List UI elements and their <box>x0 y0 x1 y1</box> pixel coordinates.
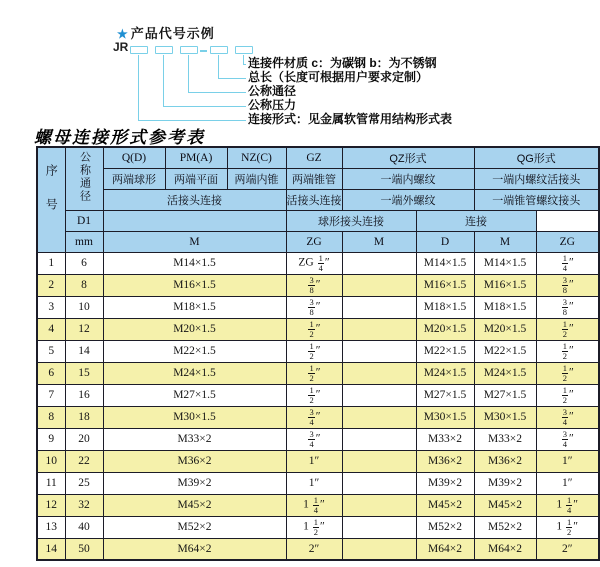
cell-qg-m: M20×1.5 <box>474 318 536 340</box>
cell-gz-zg: $\frac{1}{2}$ ″ <box>286 318 342 340</box>
header-group-gz: GZ <box>286 147 342 168</box>
cell-seq: 14 <box>37 538 65 560</box>
cell-seq: 5 <box>37 340 65 362</box>
cell-gz-zg: $\frac{3}{8}$ ″ <box>286 274 342 296</box>
leader-line <box>163 106 246 107</box>
cell-qz-m <box>342 538 416 560</box>
reference-table-wrap <box>36 146 600 561</box>
empty-cell <box>103 210 286 231</box>
cell-gz-zg: 1 $\frac{1}{2}$ ″ <box>286 516 342 538</box>
cell-m: M14×1.5 <box>103 252 286 274</box>
cell-dn: 50 <box>65 538 103 560</box>
leader-line <box>188 92 246 93</box>
cell-gz-zg: ZG $\frac{1}{4}$ ″ <box>286 252 342 274</box>
cell-qz-d: M22×1.5 <box>416 340 474 362</box>
cell-qg-zg: $\frac{1}{2}$ ″ <box>536 340 599 362</box>
cell-qz-m <box>342 428 416 450</box>
code-box-4 <box>210 46 228 54</box>
leader-line <box>188 55 189 93</box>
header-thread-qg-zg: ZG <box>536 231 599 252</box>
table-row <box>37 516 599 538</box>
cell-seq: 11 <box>37 472 65 494</box>
code-box-2 <box>155 46 173 54</box>
header-group-qd: Q(D) <box>103 147 165 168</box>
cell-qg-m: M33×2 <box>474 428 536 450</box>
header-nominal-diameter: 公称通径 <box>65 147 103 210</box>
cell-qg-zg: $\frac{1}{2}$ ″ <box>536 362 599 384</box>
diagram-heading-text: 产品代号示例 <box>130 26 215 41</box>
table-row <box>37 252 599 274</box>
cell-qg-zg: 1 $\frac{1}{2}$ ″ <box>536 516 599 538</box>
header-end-style: 两端锥管 <box>286 168 342 189</box>
cell-dn: 20 <box>65 428 103 450</box>
cell-seq: 3 <box>37 296 65 318</box>
cell-dn: 6 <box>65 252 103 274</box>
cell-qz-m <box>342 252 416 274</box>
header-d1: D1 <box>65 210 103 231</box>
cell-qg-m: M14×1.5 <box>474 252 536 274</box>
cell-m: M20×1.5 <box>103 318 286 340</box>
cell-dn: 12 <box>65 318 103 340</box>
cell-qg-zg: 1 $\frac{1}{4}$ ″ <box>536 494 599 516</box>
header-end-style: 一端内螺纹 <box>342 168 474 189</box>
leader-line <box>138 55 139 121</box>
table-row <box>37 340 599 362</box>
header-thread-qg-m: M <box>474 231 536 252</box>
cell-qz-m <box>342 362 416 384</box>
cell-gz-zg: $\frac{3}{4}$ ″ <box>286 428 342 450</box>
table-row <box>37 274 599 296</box>
code-dash <box>200 50 207 52</box>
cell-m: M30×1.5 <box>103 406 286 428</box>
header-connect2: 球形接头连接 <box>286 210 416 231</box>
cell-qg-zg: $\frac{3}{4}$ ″ <box>536 428 599 450</box>
header-end-style: 两端内锥 <box>227 168 286 189</box>
cell-qz-m <box>342 274 416 296</box>
cell-seq: 12 <box>37 494 65 516</box>
header-connect: 一端外螺纹 <box>342 189 474 210</box>
header-thread-qz-d: D <box>416 231 474 252</box>
cell-m: M27×1.5 <box>103 384 286 406</box>
cell-m: M16×1.5 <box>103 274 286 296</box>
table-row <box>37 472 599 494</box>
header-group-qg: QG形式 <box>474 147 599 168</box>
cell-qz-d: M14×1.5 <box>416 252 474 274</box>
header-thread-qz-m: M <box>342 231 416 252</box>
cell-qg-m: M27×1.5 <box>474 384 536 406</box>
cell-qz-m <box>342 450 416 472</box>
table-body <box>37 252 599 560</box>
leader-line <box>218 55 219 79</box>
cell-qg-zg: $\frac{3}{4}$ ″ <box>536 406 599 428</box>
cell-dn: 14 <box>65 340 103 362</box>
cell-qg-zg: 1″ <box>536 450 599 472</box>
cell-qz-m <box>342 318 416 340</box>
cell-dn: 16 <box>65 384 103 406</box>
cell-qg-m: M16×1.5 <box>474 274 536 296</box>
header-group-qz: QZ形式 <box>342 147 474 168</box>
diagram-label-diameter: 公称通径 <box>248 84 297 98</box>
cell-qg-m: M64×2 <box>474 538 536 560</box>
cell-dn: 8 <box>65 274 103 296</box>
cell-qg-zg: $\frac{1}{2}$ ″ <box>536 384 599 406</box>
header-seq: 序号 <box>37 147 65 252</box>
cell-qg-zg: $\frac{1}{2}$ ″ <box>536 318 599 340</box>
cell-qg-zg: 2″ <box>536 538 599 560</box>
star-icon: ★ <box>117 27 129 41</box>
header-unit: mm <box>65 231 103 252</box>
table-row <box>37 296 599 318</box>
code-box-3 <box>180 46 198 54</box>
code-box-5 <box>235 46 253 54</box>
cell-gz-zg: $\frac{3}{8}$ ″ <box>286 296 342 318</box>
diagram-label-form: 连接形式：见金属软管常用结构形式表 <box>248 112 453 126</box>
cell-dn: 32 <box>65 494 103 516</box>
cell-qz-d: M64×2 <box>416 538 474 560</box>
cell-qg-m: M22×1.5 <box>474 340 536 362</box>
cell-seq: 8 <box>37 406 65 428</box>
cell-seq: 7 <box>37 384 65 406</box>
cell-qz-m <box>342 384 416 406</box>
cell-qz-d: M36×2 <box>416 450 474 472</box>
header-end-style: 两端球形 <box>103 168 165 189</box>
cell-qz-d: M52×2 <box>416 516 474 538</box>
header-connect2: 连接 <box>416 210 536 231</box>
cell-m: M24×1.5 <box>103 362 286 384</box>
header-end-style: 两端平面 <box>165 168 227 189</box>
cell-qz-m <box>342 516 416 538</box>
cell-gz-zg: $\frac{1}{2}$ ″ <box>286 340 342 362</box>
cell-gz-zg: $\frac{3}{4}$ ″ <box>286 406 342 428</box>
cell-dn: 40 <box>65 516 103 538</box>
cell-dn: 25 <box>65 472 103 494</box>
cell-m: M64×2 <box>103 538 286 560</box>
table-row <box>37 406 599 428</box>
cell-qz-m <box>342 340 416 362</box>
cell-qg-m: M36×2 <box>474 450 536 472</box>
header-thread-m: M <box>103 231 286 252</box>
table-row <box>37 450 599 472</box>
cell-qz-d: M45×2 <box>416 494 474 516</box>
table-header <box>37 147 599 252</box>
cell-dn: 15 <box>65 362 103 384</box>
table-title: 螺母连接形式参考表 <box>34 128 205 147</box>
cell-m: M45×2 <box>103 494 286 516</box>
cell-seq: 10 <box>37 450 65 472</box>
cell-qz-d: M18×1.5 <box>416 296 474 318</box>
table-row <box>37 494 599 516</box>
header-end-style: 一端内螺纹活接头 <box>474 168 599 189</box>
cell-seq: 2 <box>37 274 65 296</box>
cell-m: M52×2 <box>103 516 286 538</box>
table-row <box>37 318 599 340</box>
cell-qg-m: M24×1.5 <box>474 362 536 384</box>
header-connect: 活接头连接 <box>103 189 286 210</box>
cell-qz-d: M27×1.5 <box>416 384 474 406</box>
cell-m: M18×1.5 <box>103 296 286 318</box>
cell-qg-m: M39×2 <box>474 472 536 494</box>
cell-gz-zg: $\frac{1}{2}$ ″ <box>286 362 342 384</box>
cell-gz-zg: 2″ <box>286 538 342 560</box>
cell-qz-d: M39×2 <box>416 472 474 494</box>
cell-qg-zg: $\frac{1}{4}$ ″ <box>536 252 599 274</box>
cell-qg-zg: $\frac{3}{8}$ ″ <box>536 296 599 318</box>
diagram-label-length: 总长（长度可根据用户要求定制） <box>248 70 429 84</box>
cell-qz-d: M24×1.5 <box>416 362 474 384</box>
leader-line <box>218 78 246 79</box>
cell-gz-zg: 1″ <box>286 450 342 472</box>
cell-qz-m <box>342 406 416 428</box>
header-connect: 活接头连接 <box>286 189 342 210</box>
cell-qg-m: M52×2 <box>474 516 536 538</box>
cell-qg-zg: 1″ <box>536 472 599 494</box>
diagram-heading <box>117 23 215 42</box>
cell-qz-m <box>342 296 416 318</box>
cell-qz-d: M30×1.5 <box>416 406 474 428</box>
cell-qz-d: M20×1.5 <box>416 318 474 340</box>
leader-line <box>138 120 246 121</box>
cell-gz-zg: 1″ <box>286 472 342 494</box>
cell-qg-m: M45×2 <box>474 494 536 516</box>
cell-seq: 6 <box>37 362 65 384</box>
header-thread-zg: ZG <box>286 231 342 252</box>
cell-seq: 1 <box>37 252 65 274</box>
cell-qg-zg: $\frac{3}{8}$ ″ <box>536 274 599 296</box>
cell-m: M33×2 <box>103 428 286 450</box>
table-row <box>37 362 599 384</box>
cell-dn: 18 <box>65 406 103 428</box>
cell-gz-zg: 1 $\frac{1}{4}$ ″ <box>286 494 342 516</box>
cell-seq: 9 <box>37 428 65 450</box>
header-group-pma: PM(A) <box>165 147 227 168</box>
diagram-label-pressure: 公称压力 <box>248 98 297 112</box>
code-box-1 <box>130 46 148 54</box>
cell-seq: 13 <box>37 516 65 538</box>
leader-line <box>163 55 164 107</box>
cell-m: M39×2 <box>103 472 286 494</box>
table-row <box>37 384 599 406</box>
cell-dn: 10 <box>65 296 103 318</box>
cell-qg-m: M30×1.5 <box>474 406 536 428</box>
code-prefix: JR <box>113 40 129 54</box>
table-row <box>37 538 599 560</box>
cell-qg-m: M18×1.5 <box>474 296 536 318</box>
cell-qz-m <box>342 494 416 516</box>
cell-gz-zg: $\frac{1}{2}$ ″ <box>286 384 342 406</box>
header-connect: 一端锥管螺纹接头 <box>474 189 599 210</box>
reference-table <box>36 146 600 561</box>
cell-m: M36×2 <box>103 450 286 472</box>
cell-qz-d: M16×1.5 <box>416 274 474 296</box>
table-row <box>37 428 599 450</box>
leader-line <box>243 64 246 65</box>
diagram-label-material: 连接件材质 c：为碳钢 b：为不锈钢 <box>248 56 437 70</box>
cell-seq: 4 <box>37 318 65 340</box>
cell-qz-m <box>342 472 416 494</box>
header-group-nzc: NZ(C) <box>227 147 286 168</box>
cell-dn: 22 <box>65 450 103 472</box>
cell-m: M22×1.5 <box>103 340 286 362</box>
cell-qz-d: M33×2 <box>416 428 474 450</box>
